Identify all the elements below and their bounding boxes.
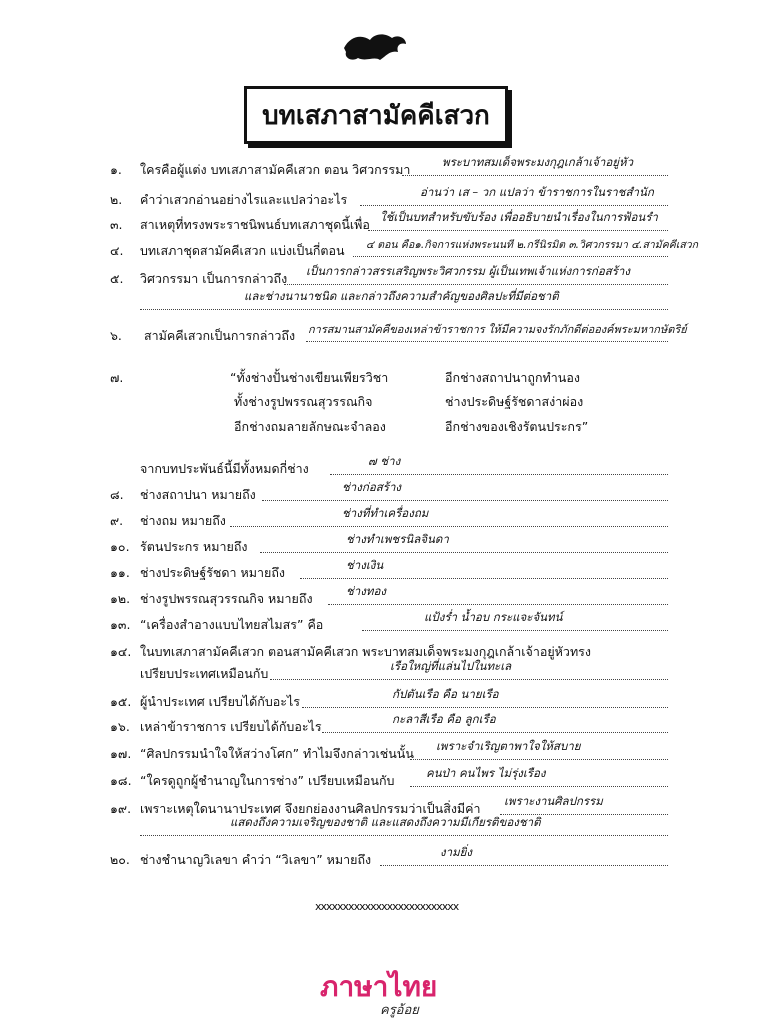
answer-line [402, 175, 668, 176]
answer: ช่างทำเพชรนิลจินดา [346, 532, 449, 546]
poem-line: ช่างประดิษฐ์รัชดาสง่าผ่อง [445, 394, 584, 409]
question-19-continuation [140, 816, 668, 838]
question-8: ๘. ช่างสถาปนา หมายถึง ช่างก่อสร้าง [110, 481, 668, 503]
question-9: ๙. ช่างถม หมายถึง ช่างที่ทำเครื่องถม [110, 507, 668, 529]
poem-line: “ทั้งช่างปั้นช่างเขียนเพียรวิชา [230, 370, 389, 385]
answer-line [380, 865, 668, 866]
question-17: ๑๗. “ศิลปกรรมนำใจให้สว่างโศก” ทำไมจึงกล่าวเช่นนั้น เพราะจำเริญตาพาใจให้สบาย [110, 740, 668, 762]
thai-ornament-icon [340, 30, 410, 66]
question-6: ๖. สามัคคีเสวกเป็นการกล่าวถึง การสมานสามัคคีของเหล่าข้าราชการ ให้มีความจงรักภักดีต่อองค์พระมหากษัตริย์ [110, 322, 668, 344]
question-7-sub: จากบทประพันธ์นี้มีทั้งหมดกี่ช่าง ๗ ช่าง [110, 455, 668, 477]
answer-line [284, 284, 668, 285]
answer-line [262, 500, 668, 501]
question-16: ๑๖. เหล่าข้าราชการ เปรียบได้กับอะไร กะลาสีเรือ คือ ลูกเรือ [110, 713, 668, 735]
answer: แป้งร่ำ น้ำอบ กระแจะจันทน์ [424, 610, 563, 624]
question-11: ๑๑. ช่างประดิษฐ์รัชดา หมายถึง ช่างเงิน [110, 559, 668, 581]
answer: ช่างที่ทำเครื่องถม [342, 506, 429, 520]
logo [320, 965, 450, 1020]
logo-signature: ครูอ้อย [380, 1003, 419, 1018]
answer-line [362, 630, 668, 631]
answer: ช่างก่อสร้าง [342, 480, 402, 494]
answer-line [306, 341, 668, 342]
logo-text: ภาษาไทย [320, 970, 438, 1003]
poem-line: อีกช่างถมลายลักษณะจำลอง [234, 419, 386, 434]
answer-line [330, 474, 668, 475]
question-13: ๑๓. “เครื่องสำอางแบบไทยสไมสร” คือ แป้งร่ำ น้ำอบ กระแจะจันทน์ [110, 611, 668, 633]
answer: แสดงถึงความเจริญของชาติ และแสดงถึงความมีเกียรติของชาติ [230, 815, 541, 829]
answer-line [410, 786, 668, 787]
question-5-continuation [140, 290, 668, 312]
answer: เพราะจำเริญตาพาใจให้สบาย [436, 739, 581, 753]
question-15: ๑๕. ผู้นำประเทศ เปรียบได้กับอะไร กัปตันเรือ คือ นายเรือ [110, 688, 668, 710]
answer: คนป่า คนไพร ไม่รุ่งเรือง [426, 766, 546, 780]
question-18: ๑๘. “ใครดูถูกผู้ชำนาญในการช่าง” เปรียบเหมือนกับ คนป่า คนไพร ไม่รุ่งเรือง [110, 767, 668, 789]
poem-line: อีกช่างสถาปนาถูกทำนอง [445, 370, 580, 385]
question-20: ๒๐. ช่างชำนาญวิเลขา คำว่า “วิเลขา” หมายถึง งามยิ่ง [110, 846, 668, 868]
answer-line [322, 732, 668, 733]
question-2: ๒. คำว่าเสวกอ่านอย่างไรและแปลว่าอะไร อ่านว่า เส – วก แปลว่า ข้าราชการในราชสำนัก [110, 186, 668, 208]
answer: การสมานสามัคคีของเหล่าข้าราชการ ให้มีความจงรักภักดีต่อองค์พระมหากษัตริย์ [308, 323, 687, 336]
answer-line [140, 835, 668, 836]
question-14-continuation: เปรียบประเทศเหมือนกับ เรือใหญ่ที่แล่นไปในทะเล [110, 660, 668, 682]
answer-line [230, 526, 668, 527]
question-1: ๑. ใครคือผู้แต่ง บทเสภาสามัคคีเสวก ตอน วิศวกรรมา พระบาทสมเด็จพระมงกุฎเกล้าเจ้าอยู่หัว [110, 156, 668, 178]
answer: ช่างเงิน [346, 558, 384, 572]
poem-line: ทั้งช่างรูปพรรณสุวรรณกิจ [234, 394, 373, 409]
question-10: ๑๐. รัตนประกร หมายถึง ช่างทำเพชรนิลจินดา [110, 533, 668, 555]
answer-line [360, 205, 668, 206]
question-3: ๓. สาเหตุที่ทรงพระราชนิพนธ์บทเสภาชุดนี้เพื่อ ใช้เป็นบทสำหรับขับร้อง เพื่ออธิบายนำเรื่องในการฟ้อนรำ [110, 211, 668, 233]
answer-line [328, 604, 668, 605]
poem-line: อีกช่างของเชิงรัตนประกร” [445, 419, 589, 434]
answer-line [140, 309, 668, 310]
answer: ช่างทอง [346, 584, 386, 598]
question-12: ๑๒. ช่างรูปพรรณสุวรรณกิจ หมายถึง ช่างทอง [110, 585, 668, 607]
answer: อ่านว่า เส – วก แปลว่า ข้าราชการในราชสำนัก [420, 185, 654, 199]
answer: ๗ ช่าง [368, 454, 401, 468]
answer-line [368, 230, 668, 231]
answer-line [353, 256, 668, 257]
answer: ใช้เป็นบทสำหรับขับร้อง เพื่ออธิบายนำเรื่องในการฟ้อนรำ [380, 210, 658, 224]
answer: เพราะงานศิลปกรรม [504, 794, 603, 808]
section-divider: xxxxxxxxxxxxxxxxxxxxxxxxxx [315, 900, 459, 913]
answer-line [270, 679, 668, 680]
answer: ๔ ตอน คือ๑.กิจการแห่งพระนนที ๒.กรีนิรมิต ๓.วิศวกรรมา ๔.สามัคคีเสวก [366, 239, 699, 251]
answer: เป็นการกล่าวสรรเสริญพระวิศวกรรม ผู้เป็นเทพเจ้าแห่งการก่อสร้าง [306, 264, 631, 278]
answer: พระบาทสมเด็จพระมงกุฎเกล้าเจ้าอยู่หัว [442, 155, 634, 169]
page-title: บทเสภาสามัคคีเสวก [244, 86, 508, 144]
answer-line [300, 578, 668, 579]
answer-line [302, 707, 668, 708]
question-19: ๑๙. เพราะเหตุใดนานาประเทศ จึงยกย่องงานศิลปกรรมว่าเป็นสิ่งมีค่า เพราะงานศิลปกรรม [110, 795, 668, 817]
answer: และช่างนานาชนิด และกล่าวถึงความสำคัญของศิลปะที่มีต่อชาติ [244, 289, 559, 303]
answer: กะลาสีเรือ คือ ลูกเรือ [392, 712, 496, 726]
answer: งามยิ่ง [440, 845, 473, 859]
question-4: ๔. บทเสภาชุดสามัคคีเสวก แบ่งเป็นกี่ตอน ๔ ตอน คือ๑.กิจการแห่งพระนนที ๒.กรีนิรมิต ๓.วิศวกรรมา ๔.สามัคคีเสวก [110, 237, 668, 259]
answer: กัปตันเรือ คือ นายเรือ [392, 687, 499, 701]
question-7-number: ๗. [110, 370, 124, 385]
answer: เรือใหญ่ที่แล่นไปในทะเล [390, 659, 512, 673]
answer-line [260, 552, 668, 553]
question-14: ๑๔. ในบทเสภาสามัคคีเสวก ตอนสามัคคีเสวก พระบาทสมเด็จพระมงกุฎเกล้าเจ้าอยู่หัวทรง [110, 644, 592, 659]
question-5: ๕. วิศวกรรมา เป็นการกล่าวถึง เป็นการกล่าวสรรเสริญพระวิศวกรรม ผู้เป็นเทพเจ้าแห่งการก่อสร้าง [110, 265, 668, 287]
answer-line [410, 759, 668, 760]
